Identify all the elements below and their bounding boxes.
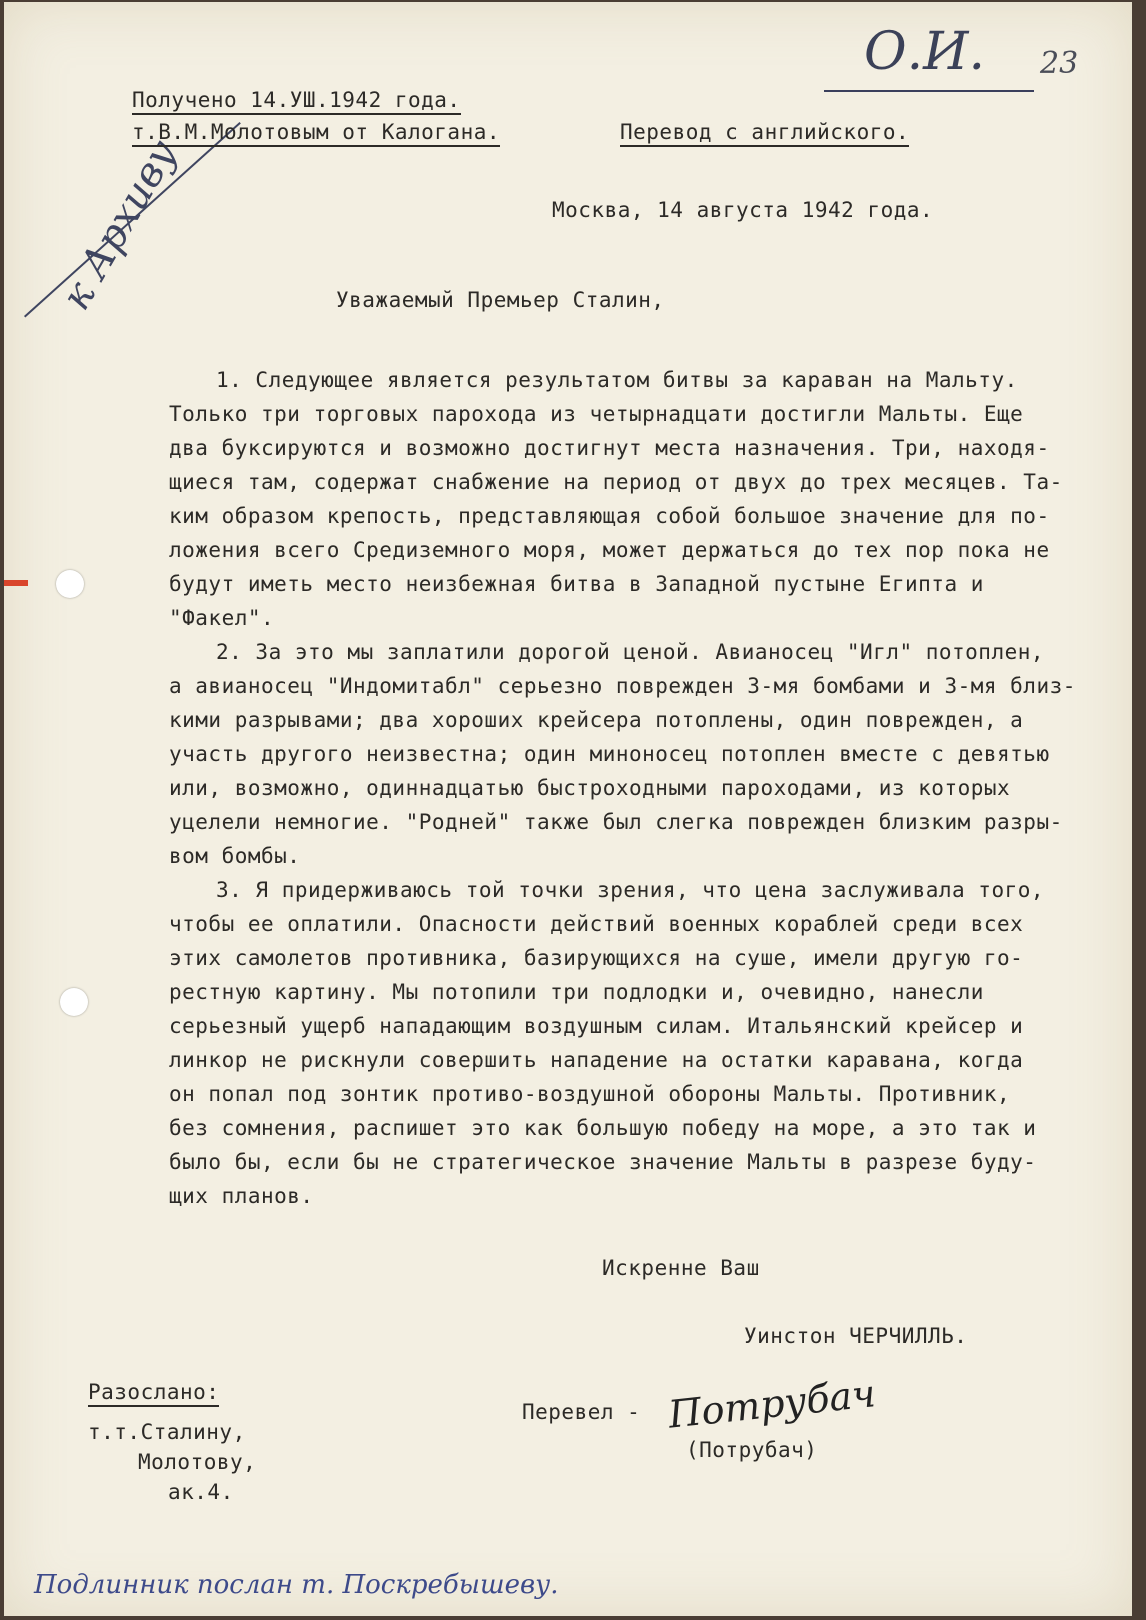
footer-handwritten-note: Подлинник послан т. Поскребышеву.: [34, 1570, 559, 1600]
signatory: Уинстон ЧЕРЧИЛЛЬ.: [744, 1324, 968, 1348]
paragraph-1-line-2: Только три торговых парохода из четырнадцати достигли Мальты. Еще: [169, 402, 1024, 426]
received-line-2: т.В.М.Молотовым от Калогана.: [132, 120, 500, 147]
paragraph-3-line-1: 3. Я придерживаюсь той точки зрения, что цена заслуживала того,: [216, 878, 1045, 902]
translator-label: Перевел -: [522, 1400, 641, 1424]
paragraph-3-line-7: он попал под зонтик противо-воздушной обороны Мальты. Противник,: [169, 1082, 1011, 1106]
paragraph-3-line-6: линкор не рискнули совершить нападение на остатки каравана, когда: [169, 1048, 1024, 1072]
translation-note: Перевод с английского.: [620, 120, 909, 147]
paragraph-3-line-5: серьезный ущерб нападающим воздушным силам. Итальянский крейсер и: [169, 1014, 1024, 1038]
paragraph-2-line-3: кими разрывами; два хороших крейсера потоплены, один поврежден, а: [169, 708, 1024, 732]
paragraph-2-line-2: а авианосец "Индомитабл" серьезно поврежден 3-мя бомбами и 3-мя близ-: [169, 674, 1076, 698]
paragraph-2-line-5: или, возможно, одиннадцатью быстроходными пароходами, из которых: [169, 776, 1011, 800]
paragraph-1-line-5: ким образом крепость, представляющая собой большое значение для по-: [169, 504, 1050, 528]
punch-hole-top: [56, 570, 84, 598]
paragraph-3-line-10: щих планов.: [169, 1184, 314, 1208]
paragraph-2-line-6: уцелели немногие. "Родней" также был слегка поврежден близким разры-: [169, 810, 1063, 834]
paragraph-1-line-3: два буксируются и возможно достигнут места назначения. Три, находя-: [169, 436, 1050, 460]
distribution-line-2: Молотову,: [138, 1450, 257, 1474]
document-page: [4, 2, 1132, 1616]
distribution-line-3: ак.4.: [168, 1480, 234, 1504]
paragraph-1-line-1: 1. Следующее является результатом битвы за караван на Мальту.: [216, 368, 1018, 392]
paragraph-3-line-8: без сомнения, распишет это как большую победу на море, а это так и: [169, 1116, 1037, 1140]
paragraph-1-line-7: будут иметь место неизбежная битва в Западной пустыне Египта и: [169, 572, 984, 596]
paragraph-3-line-2: чтобы ее оплатили. Опасности действий военных кораблей среди всех: [169, 912, 1024, 936]
paragraph-3-line-9: было бы, если бы не стратегическое значение Мальты в разрезе буду-: [169, 1150, 1037, 1174]
translator-signature: Потрубач: [666, 1371, 878, 1437]
valediction: Искренне Ваш: [602, 1256, 760, 1280]
translator-name: (Потрубач): [686, 1438, 818, 1462]
page-number: 23: [1040, 46, 1079, 81]
paragraph-2-line-1: 2. За это мы заплатили дорогой ценой. Авианосец "Игл" потоплен,: [216, 640, 1045, 664]
distribution-label: Разослано:: [88, 1380, 219, 1407]
paragraph-3-line-3: этих самолетов противника, базирующихся на суше, имели другую го-: [169, 946, 1024, 970]
paragraph-1-line-4: щиеся там, содержат снабжение на период от двух до трех месяцев. Та-: [169, 470, 1063, 494]
paragraph-1-line-6: ложения всего Средиземного моря, может держаться до тех пор пока не: [169, 538, 1050, 562]
red-margin-mark: [4, 580, 28, 586]
top-right-mark: О.И.: [864, 22, 986, 82]
paragraph-2-line-4: участь другого неизвестна; один миноносец потоплен вместе с девятью: [169, 742, 1050, 766]
place-date: Москва, 14 августа 1942 года.: [552, 198, 934, 222]
paragraph-3-line-4: рестную картину. Мы потопили три подлодки и, очевидно, нанесли: [169, 980, 984, 1004]
diagonal-note: к Архиву: [52, 132, 187, 318]
received-line-1: Получено 14.УШ.1942 года.: [132, 88, 461, 115]
distribution-line-1: т.т.Сталину,: [88, 1420, 246, 1444]
salutation: Уважаемый Премьер Сталин,: [336, 288, 665, 312]
paragraph-1-line-8: "Факел".: [169, 606, 275, 630]
paragraph-2-line-7: вом бомбы.: [169, 844, 301, 868]
top-right-annotation: [824, 22, 1034, 92]
punch-hole-bottom: [60, 988, 88, 1016]
